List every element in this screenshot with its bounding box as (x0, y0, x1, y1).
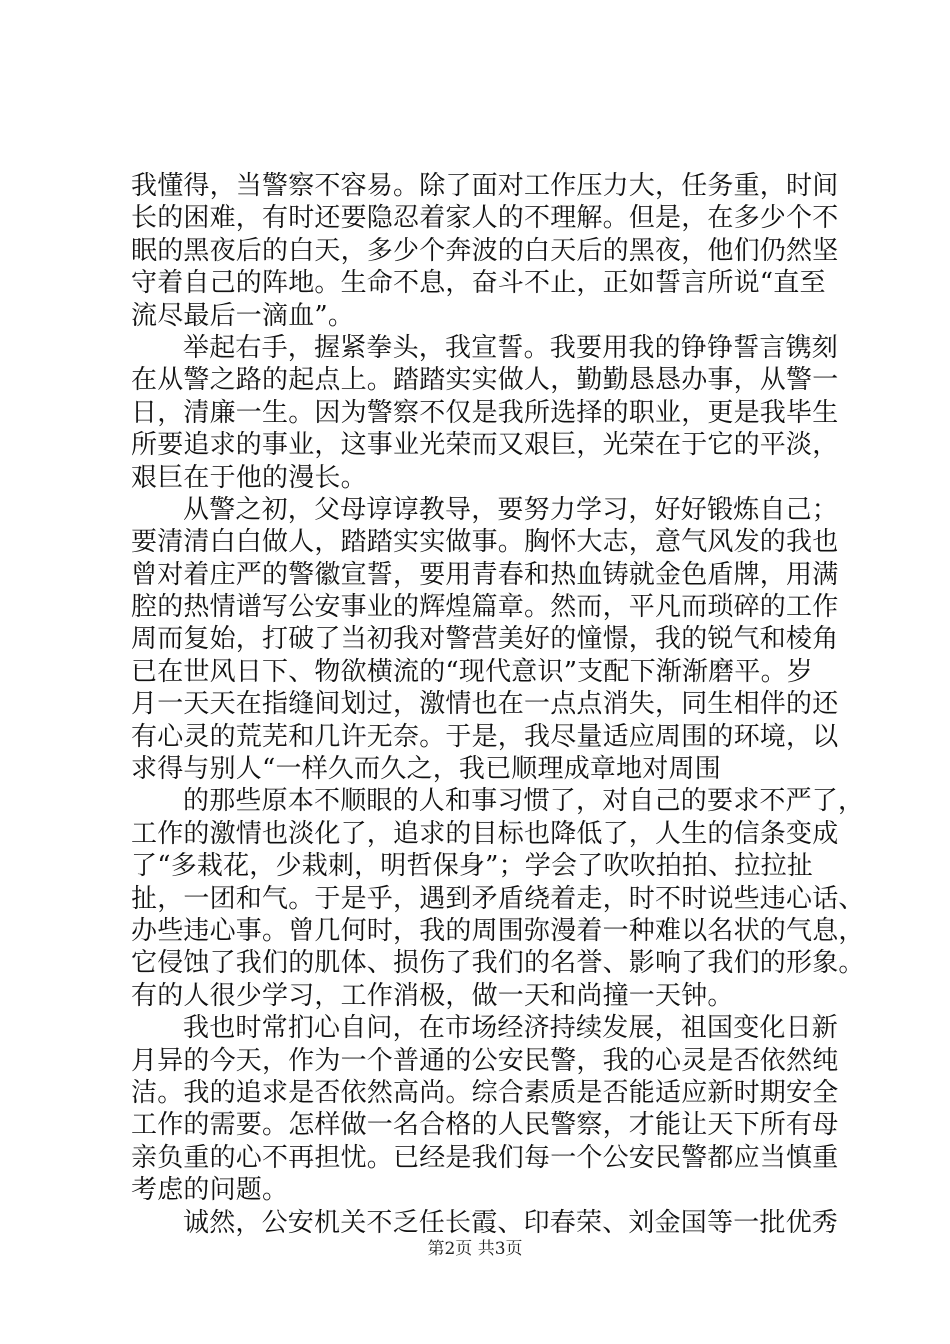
text-line: 的那些原本不顺眼的人和事习惯了，对自己的要求不严了， (183, 786, 865, 817)
text-line: 已在世风日下、物欲横流的“现代意识”支配下渐渐磨平。岁 (131, 656, 813, 687)
text-line: 了“多栽花，少栽刺，明哲保身”；学会了吹吹拍拍、拉拉扯 (131, 851, 813, 882)
text-line: 有心灵的荒芜和几许无奈。于是，我尽量适应周围的环境，以 (131, 721, 839, 752)
text-line: 要清清白白做人，踏踏实实做事。胸怀大志，意气风发的我也 (131, 527, 839, 558)
text-line: 它侵蚀了我们的肌体、损伤了我们的名誉、影响了我们的形象。 (131, 948, 865, 979)
text-line: 守着自己的阵地。生命不息，奋斗不止，正如誓言所说“直至 (131, 268, 826, 299)
text-line: 所要追求的事业，这事业光荣而又艰巨，光荣在于它的平淡， (131, 430, 839, 461)
text-line: 求得与别人“一样久而久之，我已顺理成章地对周围 (131, 754, 721, 785)
text-line: 月异的今天，作为一个普通的公安民警，我的心灵是否依然纯 (131, 1045, 839, 1076)
text-line: 工作的激情也淡化了，追求的目标也降低了，人生的信条变成 (131, 818, 839, 849)
text-line: 我也时常扪心自问，在市场经济持续发展，祖国变化日新 (183, 1013, 839, 1044)
text-line: 流尽最后一滴血”。 (131, 300, 355, 331)
text-line: 工作的需要。怎样做一名合格的人民警察，才能让天下所有母 (131, 1110, 839, 1141)
text-line: 艰巨在于他的漫长。 (131, 462, 367, 493)
text-line: 洁。我的追求是否依然高尚。综合素质是否能适应新时期安全 (131, 1077, 839, 1108)
text-line: 长的困难，有时还要隐忍着家人的不理解。但是，在多少个不 (131, 203, 839, 234)
text-line: 办些违心事。曾几何时，我的周围弥漫着一种难以名状的气息， (131, 915, 865, 946)
page-footer: 第2页 共3页 (427, 1239, 523, 1259)
text-line: 举起右手，握紧拳头，我宣誓。我要用我的铮铮誓言镌刻 (183, 332, 839, 363)
document-body (131, 170, 865, 1239)
text-line: 曾对着庄严的警徽宣誓，要用青春和热血铸就金色盾牌，用满 (131, 559, 839, 590)
text-line: 有的人很少学习，工作消极，做一天和尚撞一天钟。 (131, 980, 734, 1011)
text-line: 考虑的问题。 (131, 1175, 289, 1206)
text-line: 从警之初，父母谆谆教导，要努力学习，好好锻炼自己； (183, 494, 839, 525)
text-line: 眠的黑夜后的白天，多少个奔波的白天后的黑夜，他们仍然坚 (131, 235, 839, 266)
text-line: 日，清廉一生。因为警察不仅是我所选择的职业，更是我毕生 (131, 397, 839, 428)
text-line: 扯，一团和气。于是乎，遇到矛盾绕着走，时不时说些违心话、 (131, 883, 865, 914)
text-line: 在从警之路的起点上。踏踏实实做人，勤勤恳恳办事，从警一 (131, 365, 839, 396)
text-line: 诚然，公安机关不乏任长霞、印春荣、刘金国等一批优秀 (183, 1207, 839, 1238)
text-line: 腔的热情谱写公安事业的辉煌篇章。然而，平凡而琐碎的工作 (131, 592, 839, 623)
text-line: 我懂得，当警察不容易。除了面对工作压力大，任务重，时间 (131, 171, 839, 201)
text-line: 周而复始，打破了当初我对警营美好的憧憬，我的锐气和棱角 (131, 624, 839, 655)
text-line: 月一天天在指缝间划过，激情也在一点点消失，同生相伴的还 (131, 689, 839, 720)
text-line: 亲负重的心不再担忧。已经是我们每一个公安民警都应当慎重 (131, 1142, 839, 1173)
